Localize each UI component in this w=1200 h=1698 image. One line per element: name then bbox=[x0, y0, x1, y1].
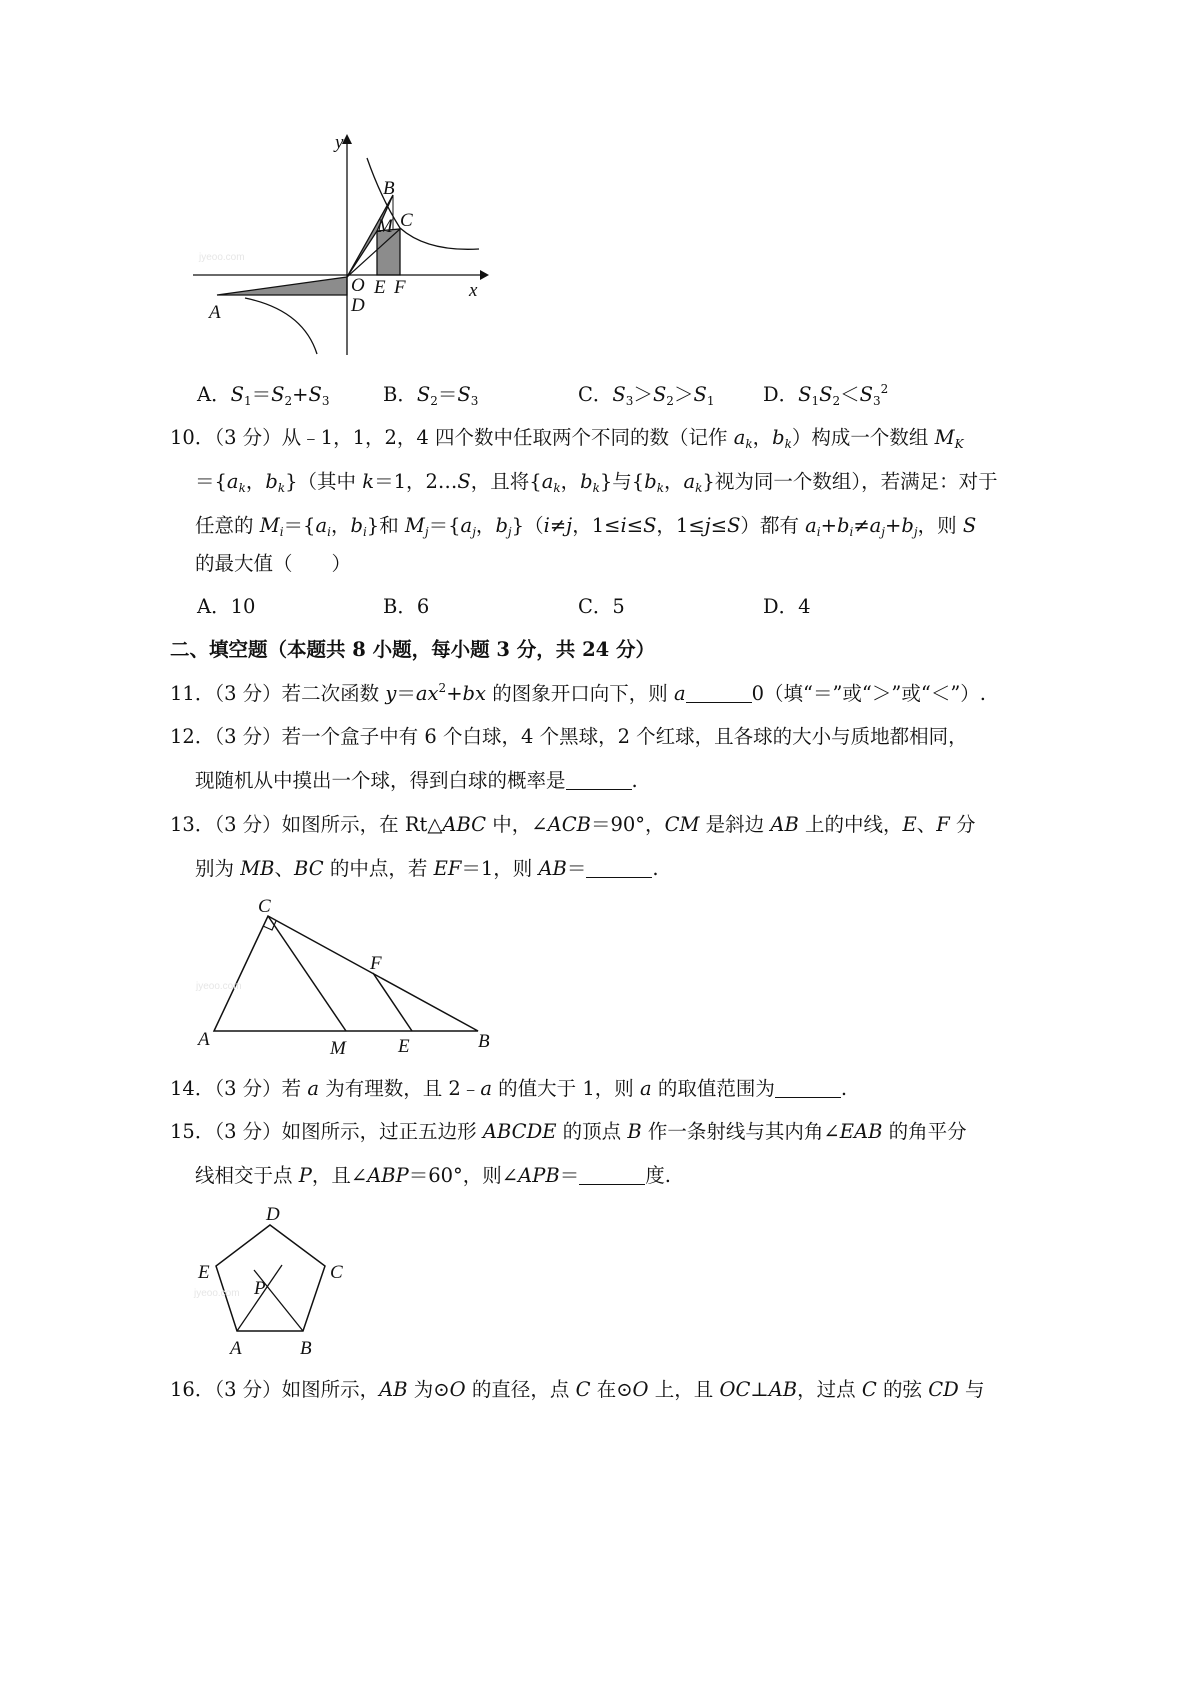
q10-line-3: 任意的 $M_i=\{a_i$，$b_i$}和 $M_j=\{a_j$，$b_j\}(i\ne j$，1≤i≤S，1≤j≤S）都有 $a_i+b_i\ne a_j+b_j$，则 S bbox=[195, 514, 977, 539]
q11: 11．（3 分）若二次函数 $y=ax^2+bx$ 的图象开口向下，则 a 0（填“＝”或“＞”或“＜”）. bbox=[170, 681, 986, 705]
label-p: P bbox=[254, 1278, 266, 1299]
q12-line-1: 12．（3 分）若一个盒子中有 6 个白球，4 个黑球，2 个红球，且各球的大小与质地都相同， bbox=[170, 725, 968, 748]
q15-line-2: 线相交于点 P，且∠ABP＝60°，则∠APB＝ 度. bbox=[195, 1164, 671, 1187]
q9-option-a: A．$S_1=S_2+S_3$ bbox=[197, 383, 330, 408]
x-axis-arrow bbox=[480, 270, 489, 280]
q9-option-d: D．$S_1S_2<S_3^2$ bbox=[763, 382, 889, 408]
q13-triangle-figure bbox=[192, 892, 512, 1062]
label-x: x bbox=[469, 280, 478, 301]
q10-option-c: C．5 bbox=[578, 595, 625, 618]
q15-answer-blank[interactable] bbox=[579, 1164, 645, 1185]
label-o: O bbox=[351, 275, 365, 296]
q9-option-c: C．$S_3>S_2>S_1$ bbox=[578, 383, 715, 408]
pentagon-abcde bbox=[216, 1225, 325, 1331]
q12-answer-blank[interactable] bbox=[566, 769, 632, 790]
label-a: A bbox=[230, 1338, 242, 1359]
q10-option-b: B．6 bbox=[383, 595, 430, 618]
triangle-aod-shaded bbox=[217, 277, 347, 295]
label-c: C bbox=[330, 1262, 343, 1283]
label-m: M bbox=[330, 1038, 346, 1059]
q11-answer-blank[interactable] bbox=[686, 682, 752, 703]
q10-line-2: $=\{a_k$，$b_k$}（其中 k＝1，2…S，且将{$a_k$，$b_k$}与{$b_k$，$a_k$}视为同一个数组），若满足：对于 bbox=[195, 470, 998, 495]
q10-line-4: 的最大值（ ） bbox=[195, 552, 352, 575]
label-d: D bbox=[351, 295, 365, 316]
label-a: A bbox=[209, 302, 221, 323]
label-d: D bbox=[266, 1204, 280, 1225]
label-b: B bbox=[478, 1031, 490, 1052]
label-y: y bbox=[335, 132, 344, 153]
label-f: F bbox=[394, 277, 406, 298]
label-m: M bbox=[377, 216, 393, 237]
q10-option-a: A．10 bbox=[197, 595, 256, 618]
label-f: F bbox=[370, 953, 382, 974]
label-e: E bbox=[398, 1036, 410, 1057]
q12-line-2: 现随机从中摸出一个球，得到白球的概率是 . bbox=[195, 769, 638, 792]
svg-text:jyeoo.com: jyeoo.com bbox=[194, 1288, 240, 1299]
label-e: E bbox=[198, 1262, 210, 1283]
triangle-abc bbox=[214, 916, 478, 1031]
label-c: C bbox=[258, 896, 271, 917]
q15-pentagon-figure bbox=[192, 1204, 352, 1364]
median-cm bbox=[268, 916, 346, 1031]
q13-line-2: 别为 MB、BC 的中点，若 EF＝1，则 AB＝ . bbox=[195, 857, 659, 880]
hyperbola-left-branch bbox=[245, 298, 317, 354]
q10-line-1: 10．（3 分）从﹣1，1，2，4 四个数中任取两个不同的数（记作 $a_k$，$b_k$）构成一个数组 $M_K$ bbox=[170, 426, 964, 451]
label-b: B bbox=[300, 1338, 312, 1359]
label-a: A bbox=[198, 1029, 210, 1050]
y-axis-arrow bbox=[342, 134, 352, 144]
q15-line-1: 15．（3 分）如图所示，过正五边形 ABCDE 的顶点 B 作一条射线与其内角∠EAB 的角平分 bbox=[170, 1120, 967, 1143]
q13-answer-blank[interactable] bbox=[586, 857, 652, 878]
svg-text:jyeoo.com: jyeoo.com bbox=[199, 252, 245, 263]
q9-hyperbola-figure bbox=[185, 130, 495, 365]
q9-option-b: B．$S_2=S_3$ bbox=[383, 383, 479, 408]
q14: 14．（3 分）若 a 为有理数，且 2﹣a 的值大于 1，则 a 的取值范围为 . bbox=[170, 1077, 848, 1100]
label-e: E bbox=[374, 277, 386, 298]
label-c: C bbox=[400, 210, 413, 231]
midline-ef bbox=[373, 973, 412, 1031]
q10-option-d: D．4 bbox=[763, 595, 811, 618]
q14-answer-blank[interactable] bbox=[775, 1077, 841, 1098]
q16-line-1: 16．（3 分）如图所示，AB 为⊙O 的直径，点 C 在⊙O 上，且 OC⊥AB，过点 C 的弦 CD 与 bbox=[170, 1378, 985, 1401]
q13-line-1: 13．（3 分）如图所示，在 Rt△ABC 中，∠ACB＝90°，CM 是斜边 AB 上的中线，E、F 分 bbox=[170, 813, 976, 836]
svg-text:jyeoo.com: jyeoo.com bbox=[196, 981, 242, 992]
section-2-title: 二、填空题（本题共 8 小题，每小题 3 分，共 24 分） bbox=[170, 638, 656, 661]
label-b: B bbox=[383, 178, 395, 199]
